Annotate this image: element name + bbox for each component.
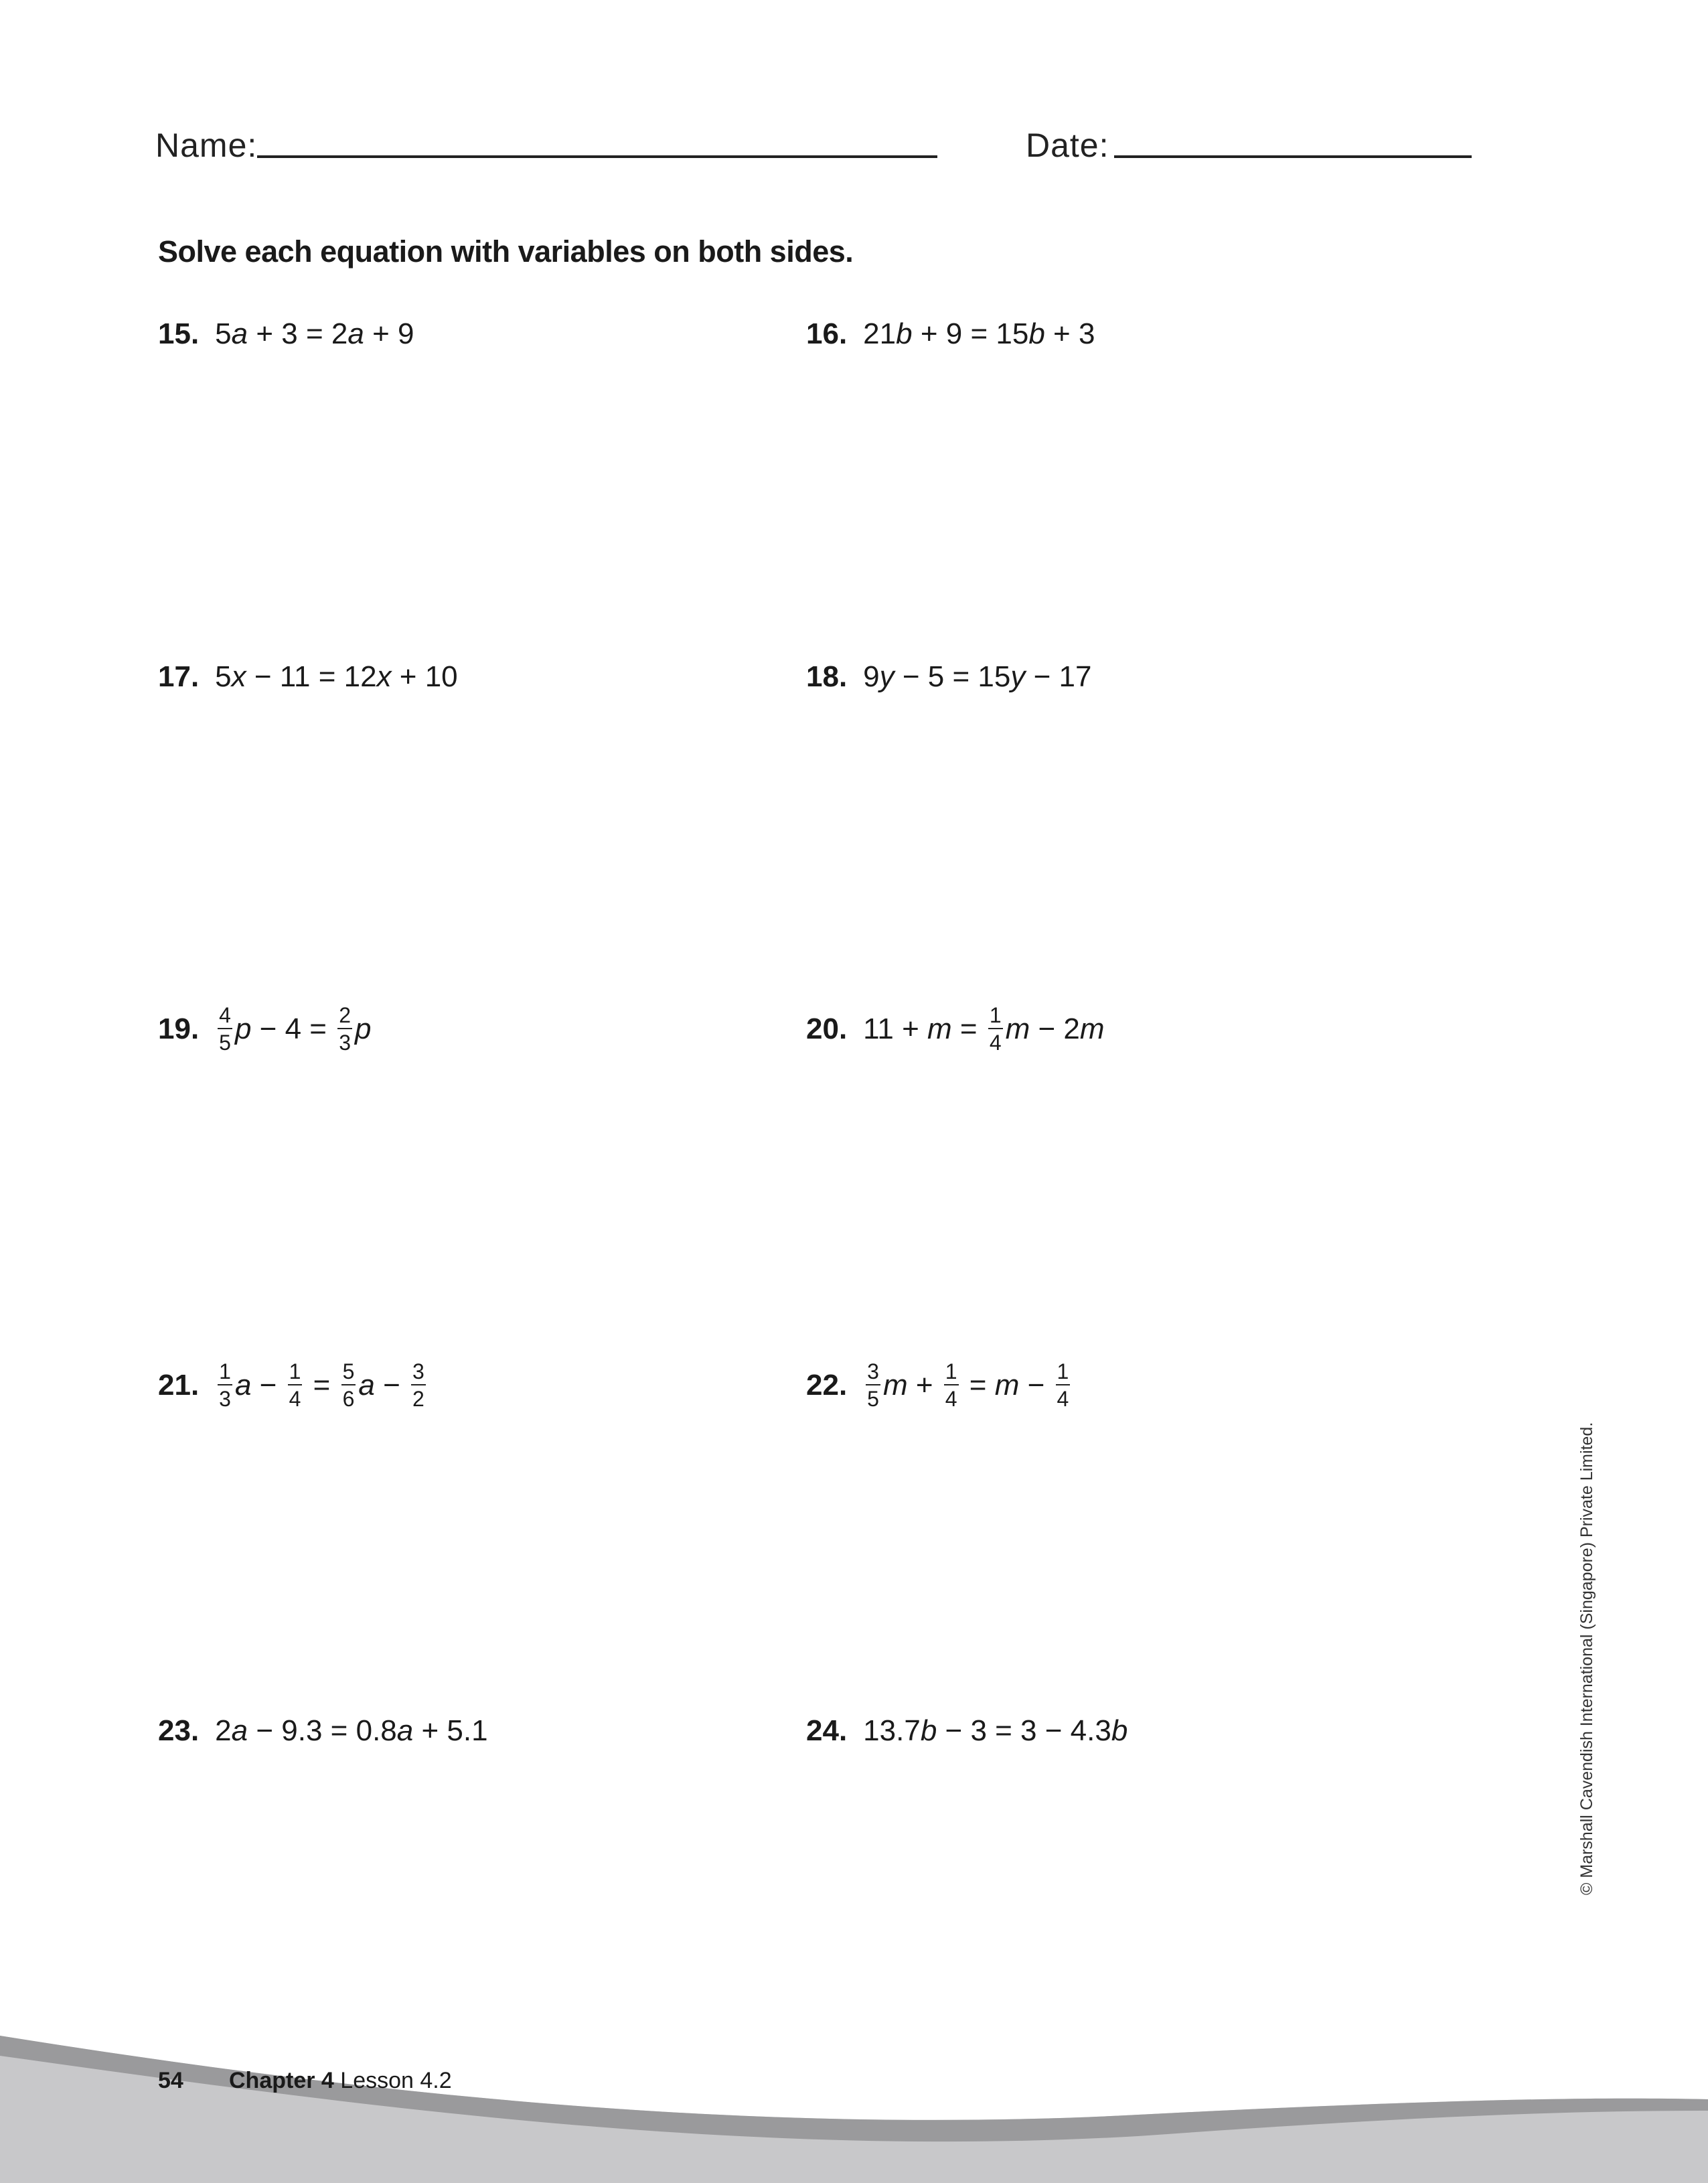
copyright-notice: © Marshall Cavendish International (Singapore) Private Limited.	[1577, 1422, 1596, 1895]
problem-number: 20.	[806, 1012, 848, 1045]
equation: 13.7 b − 3 = 3 − 4.3 b	[863, 1714, 1128, 1747]
problem-22	[806, 1361, 1073, 1410]
equation: 2 a − 9.3 = 0.8 a + 5.1	[215, 1714, 488, 1747]
fraction: $\frac{1}{4}$	[989, 1003, 1002, 1055]
fraction: $\frac{4}{5}$	[219, 1003, 231, 1055]
name-field-line[interactable]	[257, 155, 937, 158]
footer-wave	[0, 2036, 1708, 2183]
fraction: $\frac{3}{5}$	[867, 1359, 879, 1411]
problem-21	[158, 1361, 429, 1410]
fraction: $\frac{1}{4}$	[1057, 1359, 1069, 1411]
problem-number: 19.	[158, 1012, 200, 1045]
date-label: Date:	[1026, 127, 1109, 164]
problem-number: 18.	[806, 660, 848, 693]
problem-17	[158, 660, 458, 694]
equation: $\frac{1}{3}$ a − $\frac{1}{4}$ = $\frac{5}{6}$ a − $\frac{3}{2}$	[219, 1359, 424, 1411]
problem-18	[806, 660, 1091, 694]
problem-16	[806, 317, 1095, 351]
name-label: Name:	[155, 127, 258, 164]
fraction: $\frac{2}{3}$	[339, 1003, 352, 1055]
fraction: $\frac{1}{3}$	[219, 1359, 231, 1411]
page-number: 54	[158, 2068, 183, 2093]
problem-number: 23.	[158, 1714, 200, 1747]
date-field-line[interactable]	[1114, 155, 1472, 158]
equation: $\frac{3}{5}$ m + $\frac{1}{4}$ = m − $\frac{1}{4}$	[867, 1359, 1069, 1411]
instructions: Solve each equation with variables on both sides.	[158, 234, 854, 269]
problem-number: 15.	[158, 317, 200, 350]
problem-number: 24.	[806, 1714, 848, 1747]
footer-chapter: Chapter 4	[229, 2068, 334, 2093]
fraction: $\frac{1}{4}$	[289, 1359, 301, 1411]
equation: 21 b + 9 = 15 b + 3	[863, 317, 1095, 350]
problem-20	[806, 1004, 1105, 1053]
problem-24	[806, 1714, 1128, 1748]
fraction: $\frac{1}{4}$	[945, 1359, 957, 1411]
equation: 11 + m = $\frac{1}{4}$ m − 2 m	[863, 1003, 1105, 1055]
fraction: $\frac{3}{2}$	[412, 1359, 424, 1411]
footer-lesson: Lesson 4.2	[340, 2068, 452, 2093]
equation: $\frac{4}{5}$ p − 4 = $\frac{2}{3}$ p	[219, 1003, 372, 1055]
equation: 5 a + 3 = 2 a + 9	[215, 317, 414, 350]
problem-number: 17.	[158, 660, 200, 693]
problem-number: 22.	[806, 1368, 848, 1402]
problem-number: 16.	[806, 317, 848, 350]
problem-19	[158, 1004, 372, 1053]
problem-number: 21.	[158, 1368, 200, 1402]
problem-23	[158, 1714, 488, 1748]
problem-15	[158, 317, 414, 351]
equation: 9 y − 5 = 15 y − 17	[863, 660, 1092, 693]
footer-chapter-info	[229, 2068, 452, 2094]
fraction: $\frac{5}{6}$	[342, 1359, 355, 1411]
equation: 5 x − 11 = 12 x + 10	[215, 660, 458, 693]
